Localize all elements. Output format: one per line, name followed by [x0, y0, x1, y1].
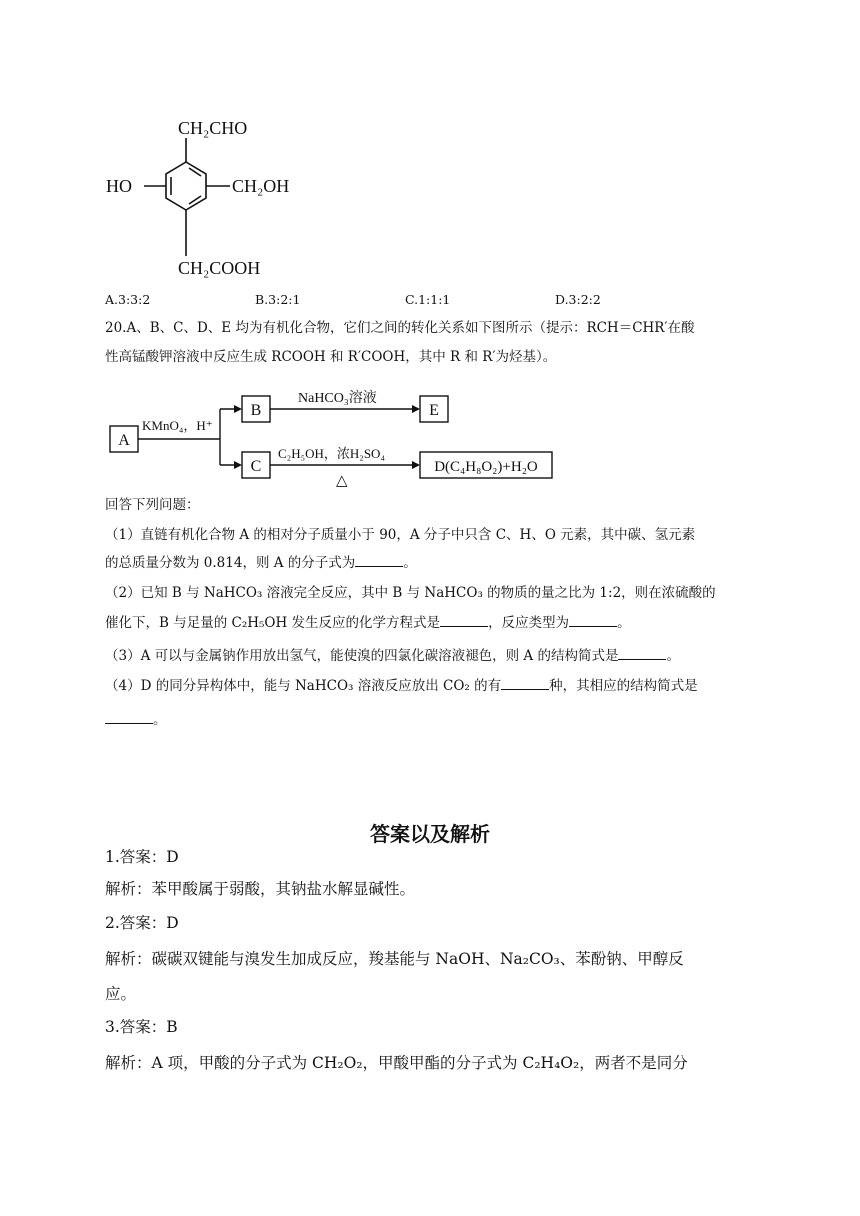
answer-blank[interactable]	[501, 677, 549, 690]
q20-part1-line2: 的总质量分数为 0.814，则 A 的分子式为 。	[105, 555, 417, 571]
svg-text:B: B	[250, 402, 262, 419]
answer-blank[interactable]	[569, 614, 617, 627]
q20-part4-line1: （4）D 的同分异构体中，能与 NaHCO₃ 溶液反应放出 CO₂ 的有 种，其相应的结构简式是	[105, 678, 698, 694]
answer-blank[interactable]	[440, 614, 488, 627]
option-a: A.3:3:2	[105, 292, 151, 307]
answer-blank[interactable]	[618, 647, 666, 660]
q20-part1-line1: （1）直链有机化合物 A 的相对分子质量小于 90，A 分子中只含 C、H、O 元素，其中碳、氢元素	[105, 527, 696, 543]
svg-text:D(C₄H₈O₂)+H₂O: D(C₄H₈O₂)+H₂O	[434, 459, 538, 475]
svg-text:NaHCO₃溶液: NaHCO₃溶液	[298, 391, 377, 406]
svg-text:△: △	[336, 473, 348, 489]
option-b: B.3:2:1	[255, 292, 301, 307]
answer-1: 1.答案：D	[105, 848, 179, 866]
answer-3: 3.答案：B	[105, 1018, 178, 1036]
explanation-1: 解析：苯甲酸属于弱酸，其钠盐水解显碱性。	[105, 880, 416, 898]
svg-text:C₂H₅OH，浓H₂SO₄: C₂H₅OH，浓H₂SO₄	[278, 446, 385, 461]
option-c: C.1:1:1	[405, 292, 451, 307]
explanation-3-line1: 解析：A 项，甲酸的分子式为 CH₂O₂，甲酸甲酯的分子式为 C₂H₄O₂，两者不是同分	[105, 1054, 688, 1072]
right-group: CH₂OH	[232, 176, 290, 196]
structural-formula	[100, 112, 320, 284]
svg-text:A: A	[118, 432, 130, 449]
q20-part2-line1: （2）已知 B 与 NaHCO₃ 溶液完全反应，其中 B 与 NaHCO₃ 的物质的量之比为 1:2，则在浓硫酸的	[105, 585, 716, 601]
svg-text:C: C	[250, 458, 262, 475]
q20-stem-line2: 性高锰酸钾溶液中反应生成 RCOOH 和 R′COOH，其中 R 和 R′为烃基）。	[105, 349, 557, 365]
q20-prompt: 回答下列问题：	[105, 497, 200, 513]
q20-part3: （3）A 可以与金属钠作用放出氢气，能使溴的四氯化碳溶液褪色，则 A 的结构简式是 。	[105, 648, 680, 664]
q20-part4-line2: 。	[105, 710, 167, 730]
explanation-2-line2: 应。	[105, 985, 137, 1003]
q20-part2-line2: 催化下，B 与足量的 C₂H₅OH 发生反应的化学方程式是 ，反应类型为 。	[105, 615, 631, 631]
q20-stem-line1: 20.A、B、C、D、E 均为有机化合物，它们之间的转化关系如下图所示（提示：RCH＝CHR′在酸	[105, 320, 695, 336]
svg-text:E: E	[429, 402, 439, 419]
option-d: D.3:2:2	[555, 292, 601, 307]
bottom-group: CH₂COOH	[178, 258, 261, 278]
answer-blank[interactable]	[355, 554, 403, 567]
svg-text:KMnO₄，H⁺: KMnO₄，H⁺	[142, 418, 213, 433]
left-group: HO	[106, 176, 132, 196]
answers-title: 答案以及解析	[370, 822, 490, 846]
reaction-scheme	[100, 378, 560, 490]
answer-2: 2.答案：D	[105, 914, 179, 932]
answer-blank[interactable]	[105, 711, 153, 724]
explanation-2-line1: 解析：碳碳双键能与溴发生加成反应，羧基能与 NaOH、Na₂CO₃、苯酚钠、甲醇反	[105, 950, 684, 968]
top-group: CH₂CHO	[178, 118, 248, 138]
